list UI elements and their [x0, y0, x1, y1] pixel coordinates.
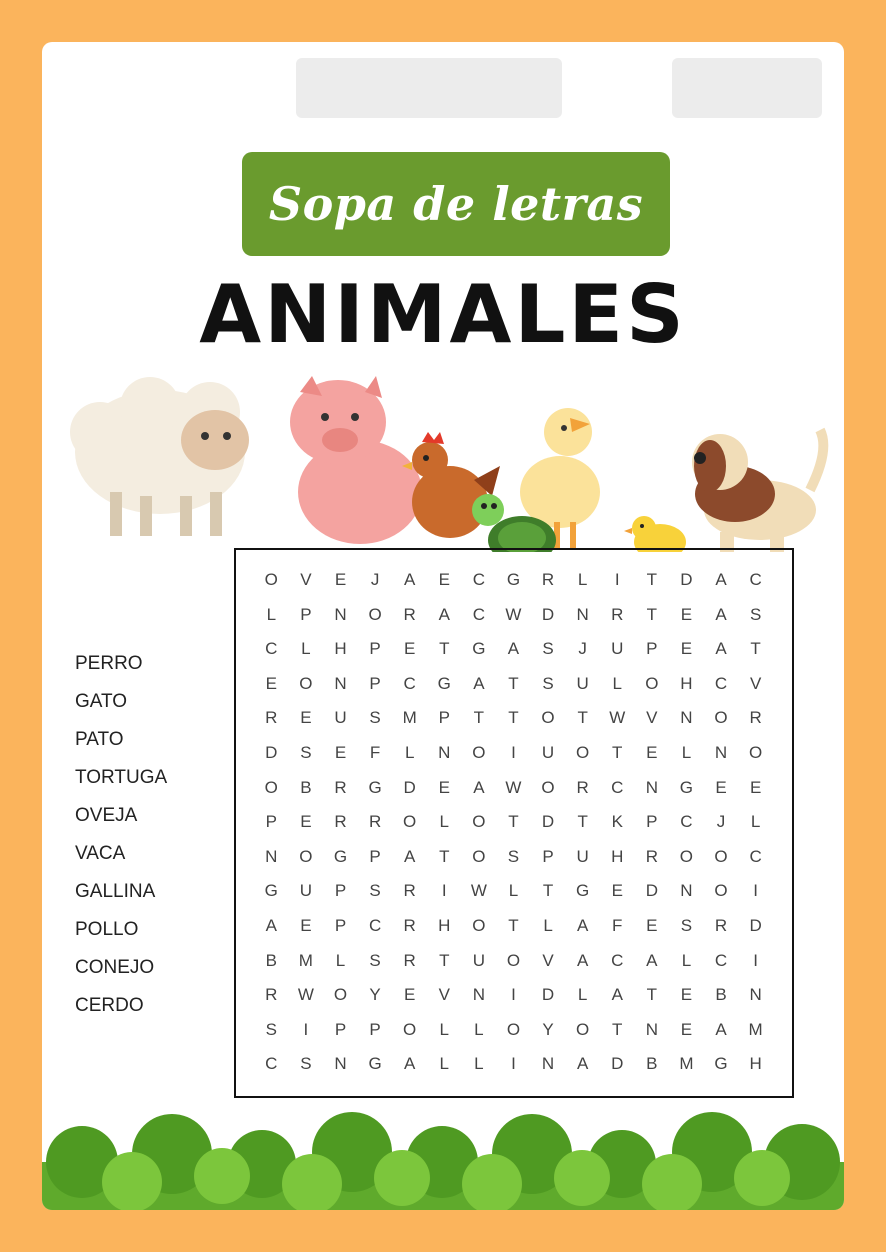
subtitle-text: Sopa de letras — [268, 177, 644, 231]
grid-cell: N — [645, 777, 658, 797]
grid-cell: S — [749, 604, 762, 624]
grid-cell: C — [472, 604, 485, 624]
grid-cell: T — [439, 639, 450, 659]
grid-cell: P — [369, 846, 381, 866]
grid-cell: P — [646, 812, 658, 832]
grid-cell: R — [334, 777, 347, 797]
grid-cell: T — [473, 708, 485, 728]
grid-cell: U — [472, 950, 485, 970]
grid-cell: G — [368, 1054, 382, 1074]
grid-cell: R — [714, 916, 728, 935]
grid-cell: Y — [369, 985, 381, 1005]
grid-cell: O — [714, 846, 728, 866]
grid-cell: O — [541, 777, 555, 797]
grid-cell: V — [542, 950, 554, 970]
grid-cell: G — [576, 881, 590, 901]
grid-cell: L — [577, 985, 588, 1005]
grid-cell: N — [334, 604, 347, 624]
grid-cell: J — [578, 639, 587, 659]
grid-cell: P — [300, 604, 312, 624]
grid-cell: H — [611, 846, 624, 866]
grid-cell: O — [403, 1019, 417, 1039]
grid-cell: S — [542, 673, 554, 693]
dog-icon — [692, 430, 823, 552]
grid-cell: O — [541, 708, 555, 728]
grid-cell: C — [611, 950, 624, 970]
grid-cell: H — [438, 916, 451, 935]
grid-cell: A — [715, 1019, 727, 1039]
grid-cell: I — [614, 570, 620, 589]
grid-cell: T — [646, 570, 658, 589]
grid-cell: O — [403, 812, 417, 832]
grid-cell: N — [334, 1054, 347, 1074]
grid-cell: B — [715, 985, 727, 1005]
word-item: CERDO — [75, 995, 144, 1016]
grid-cell: T — [508, 916, 519, 935]
word-search-grid — [234, 548, 794, 1098]
grid-cell: N — [334, 673, 347, 693]
worksheet-page — [42, 42, 844, 1210]
grid-cell: W — [505, 604, 522, 624]
word-item: CONEJO — [75, 957, 155, 978]
grid-cell: I — [303, 1019, 309, 1039]
grid-cell: N — [645, 1019, 658, 1039]
grid-cell: R — [403, 916, 416, 935]
grid-cell: H — [749, 1054, 762, 1074]
word-item: GATO — [75, 691, 128, 712]
grid-cell: W — [470, 881, 487, 901]
page-title: ANIMALES — [199, 268, 687, 361]
grid-cell: C — [265, 639, 278, 659]
grid-cell: C — [368, 916, 382, 935]
grid-cell: S — [542, 639, 554, 659]
grid-cell: P — [369, 673, 381, 693]
grid-cell: D — [611, 1054, 624, 1074]
grid-cell: E — [749, 777, 762, 797]
grid-cell: R — [576, 777, 589, 797]
grid-cell: A — [404, 846, 416, 866]
grid-cell: V — [438, 985, 450, 1005]
grid-cell: D — [749, 916, 762, 935]
grid-cell: A — [715, 604, 727, 624]
grid-cell: V — [646, 708, 658, 728]
grid-cell: G — [506, 570, 521, 589]
grid-cell: C — [265, 1054, 278, 1074]
grid-cell: A — [404, 1054, 416, 1074]
grid-cell: O — [472, 743, 486, 762]
grid-cell: U — [576, 846, 589, 866]
grid-cell: G — [714, 1054, 728, 1074]
grid-cell: C — [749, 570, 762, 589]
grid-cell: E — [611, 881, 623, 901]
grid-cell: T — [577, 812, 588, 832]
subtitle-banner — [242, 152, 670, 256]
grid-cell: S — [300, 1054, 312, 1074]
grid-cell: L — [474, 1019, 484, 1039]
grid-cell: G — [368, 777, 382, 797]
grid-cell: I — [511, 743, 516, 762]
grid-cell: O — [264, 570, 278, 589]
bushes-decoration — [42, 1102, 844, 1210]
grid-row — [254, 805, 773, 840]
grid-row — [254, 1047, 773, 1082]
grid-cell: O — [472, 812, 486, 832]
grid-cell: T — [508, 708, 519, 728]
word-list — [75, 652, 167, 1032]
grid-cell: A — [611, 985, 623, 1005]
grid-cell: C — [472, 570, 485, 589]
grid-cell: O — [472, 916, 486, 935]
grid-cell: B — [646, 1054, 658, 1074]
grid-cell: A — [265, 916, 277, 935]
grid-cell: G — [437, 673, 451, 693]
grid-cell: E — [646, 916, 658, 935]
grid-cell: I — [441, 881, 447, 901]
grid-cell: W — [609, 708, 626, 728]
grid-cell: P — [542, 846, 554, 866]
grid-cell: G — [679, 777, 694, 797]
grid-cell: N — [472, 985, 485, 1005]
grid-cell: C — [714, 950, 728, 970]
grid-cell: O — [576, 743, 590, 762]
grid-row — [254, 1013, 773, 1048]
grid-cell: L — [301, 639, 311, 659]
grid-cell: H — [680, 673, 693, 693]
grid-cell: U — [576, 673, 589, 693]
grid-cell: L — [543, 916, 553, 935]
grid-cell: R — [749, 708, 762, 728]
grid-cell: L — [681, 743, 692, 762]
grid-cell: P — [646, 639, 658, 659]
grid-cell: T — [508, 673, 519, 693]
grid-cell: M — [402, 708, 417, 728]
grid-row — [254, 701, 773, 736]
grid-cell: O — [679, 846, 694, 866]
grid-cell: T — [439, 846, 450, 866]
grid-cell: A — [438, 604, 450, 624]
grid-cell: S — [369, 950, 381, 970]
grid-cell: E — [680, 985, 693, 1005]
grid-cell: J — [370, 570, 380, 589]
word-item: GALLINA — [75, 881, 156, 902]
grid-cell: V — [300, 570, 312, 589]
grid-cell: T — [439, 950, 450, 970]
word-item: POLLO — [75, 919, 139, 940]
grid-cell: M — [748, 1019, 763, 1039]
word-item: PERRO — [75, 653, 143, 674]
grid-cell: O — [472, 846, 486, 866]
grid-cell: A — [576, 916, 589, 935]
grid-cell: R — [265, 708, 278, 728]
pig-icon — [290, 376, 422, 544]
grid-cell: E — [680, 1019, 693, 1039]
grid-cell: O — [506, 1019, 521, 1039]
grid-cell: B — [265, 950, 277, 970]
sheep-icon — [70, 377, 249, 536]
grid-cell: L — [439, 1054, 449, 1074]
grid-cell: E — [404, 985, 416, 1005]
grid-row — [254, 736, 773, 771]
grid-cell: P — [438, 708, 450, 728]
grid-cell: N — [541, 1054, 555, 1074]
grid-cell: S — [300, 743, 312, 762]
grid-cell: S — [369, 881, 381, 901]
grid-cell: L — [404, 743, 415, 762]
grid-cell: F — [369, 743, 381, 762]
grid-cell: E — [300, 708, 312, 728]
grid-row — [254, 563, 773, 598]
grid-cell: B — [300, 777, 312, 797]
grid-cell: C — [611, 777, 624, 797]
grid-cell: T — [646, 985, 658, 1005]
grid-row — [254, 771, 773, 806]
grid-cell: D — [541, 604, 555, 624]
grid-cell: Y — [542, 1019, 554, 1039]
grid-cell: T — [508, 812, 519, 832]
grid-cell: O — [299, 846, 313, 866]
grid-cell: J — [716, 812, 726, 832]
grid-cell: I — [511, 985, 516, 1005]
grid-cell: A — [646, 950, 658, 970]
grid-cell: G — [333, 846, 348, 866]
grid-cell: O — [333, 985, 348, 1005]
grid-cell: P — [334, 916, 347, 935]
grid-cell: D — [403, 777, 416, 797]
grid-cell: I — [511, 1054, 516, 1074]
grid-cell: E — [334, 743, 347, 762]
grid-cell: P — [369, 639, 381, 659]
grid-cell: N — [265, 846, 278, 866]
grid-cell: O — [714, 708, 728, 728]
grid-cell: R — [611, 604, 624, 624]
grid-cell: G — [264, 881, 278, 901]
grid-row — [254, 632, 773, 667]
grid-cell: L — [335, 950, 346, 970]
grid-cell: V — [749, 673, 762, 693]
grid-cell: A — [715, 570, 727, 589]
grid-cell: C — [749, 846, 762, 866]
grid-cell: E — [438, 777, 450, 797]
grid-cell: W — [505, 777, 522, 797]
grid-cell: U — [299, 881, 313, 901]
word-item: TORTUGA — [75, 767, 168, 788]
grid-cell: T — [612, 743, 623, 762]
grid-cell: R — [403, 881, 416, 901]
grid-cell: L — [577, 570, 588, 589]
grid-cell: D — [541, 985, 555, 1005]
grid-row — [254, 978, 773, 1013]
grid-cell: E — [715, 777, 727, 797]
grid-cell: G — [472, 639, 486, 659]
grid-cell: L — [439, 1019, 449, 1039]
grid-cell: N — [714, 743, 728, 762]
grid-cell: E — [334, 570, 347, 589]
grid-row — [254, 598, 773, 633]
grid-cell: A — [715, 639, 727, 659]
grid-cell: O — [264, 777, 278, 797]
grid-cell: D — [265, 743, 278, 762]
grid-cell: C — [714, 673, 728, 693]
grid-cell: L — [474, 1054, 484, 1074]
grid-cell: U — [611, 639, 624, 659]
grid-cell: C — [680, 812, 693, 832]
word-item: OVEJA — [75, 805, 138, 826]
grid-cell: A — [473, 673, 485, 693]
grid-cell: O — [748, 743, 763, 762]
grid-cell: E — [404, 639, 416, 659]
grid-cell: N — [749, 985, 762, 1005]
grid-cell: O — [645, 673, 659, 693]
grid-cell: N — [680, 881, 693, 901]
grid-cell: T — [646, 604, 658, 624]
chick-icon — [624, 516, 686, 552]
grid-cell: U — [334, 708, 347, 728]
grid-cell: M — [679, 1054, 694, 1074]
word-item: VACA — [75, 843, 126, 864]
grid-cell: I — [753, 881, 758, 901]
grid-cell: A — [576, 1054, 589, 1074]
placeholder-bar-left — [296, 58, 562, 118]
grid-cell: N — [680, 708, 693, 728]
grid-cell: D — [680, 570, 693, 589]
grid-cell: T — [612, 1019, 623, 1039]
grid-cell: T — [542, 881, 554, 901]
grid-cell: A — [473, 777, 485, 797]
grid-cell: R — [265, 985, 278, 1005]
grid-row — [254, 840, 773, 875]
animals-illustration — [70, 362, 830, 552]
grid-cell: A — [576, 950, 589, 970]
grid-cell: E — [680, 639, 693, 659]
grid-cell: D — [541, 812, 555, 832]
grid-cell: E — [300, 812, 312, 832]
grid-cell: P — [265, 812, 277, 832]
grid-cell: L — [508, 881, 519, 901]
grid-cell: N — [576, 604, 589, 624]
grid-cell: H — [334, 639, 347, 659]
grid-cell: T — [577, 708, 588, 728]
grid-cell: E — [265, 673, 277, 693]
grid-row — [254, 909, 773, 944]
grid-cell: O — [576, 1019, 590, 1039]
grid-cell: O — [714, 881, 728, 901]
grid-cell: P — [334, 1019, 347, 1039]
grid-cell: T — [750, 639, 761, 659]
grid-cell: E — [300, 916, 312, 935]
grid-cell: S — [265, 1019, 277, 1039]
grid-cell: N — [438, 743, 451, 762]
grid-cell: S — [680, 916, 693, 935]
grid-cell: O — [506, 950, 521, 970]
grid-cell: R — [403, 604, 416, 624]
grid-cell: L — [266, 604, 277, 624]
grid-cell: L — [439, 812, 449, 832]
grid-cell: R — [541, 570, 555, 589]
grid-row — [254, 944, 773, 979]
grid-cell: P — [369, 1019, 381, 1039]
grid-cell: A — [507, 639, 520, 659]
grid-cell: R — [645, 846, 658, 866]
grid-cell: O — [299, 673, 313, 693]
grid-cell: D — [645, 881, 658, 901]
grid-cell: I — [753, 950, 758, 970]
grid-row — [254, 874, 773, 909]
grid-cell: L — [681, 950, 692, 970]
word-item: PATO — [75, 729, 124, 750]
grid-cell: A — [404, 570, 416, 589]
grid-cell: P — [334, 881, 347, 901]
grid-cell: R — [334, 812, 347, 832]
grid-cell: S — [507, 846, 520, 866]
grid-row — [254, 667, 773, 702]
grid-cell: R — [403, 950, 416, 970]
grid-cell: M — [298, 950, 313, 970]
placeholder-bar-right — [672, 58, 822, 118]
grid-cell: O — [368, 604, 382, 624]
grid-cell: E — [680, 604, 693, 624]
grid-cell: F — [612, 916, 623, 935]
grid-cell: K — [611, 812, 623, 832]
grid-cell: E — [646, 743, 658, 762]
grid-cell: W — [297, 985, 314, 1005]
grid-cell: E — [438, 570, 450, 589]
grid-cell: S — [369, 708, 381, 728]
grid-cell: R — [368, 812, 382, 832]
grid-cell: U — [541, 743, 555, 762]
grid-cell: L — [612, 673, 622, 693]
grid-cell: C — [403, 673, 416, 693]
grid-cell: L — [750, 812, 761, 832]
